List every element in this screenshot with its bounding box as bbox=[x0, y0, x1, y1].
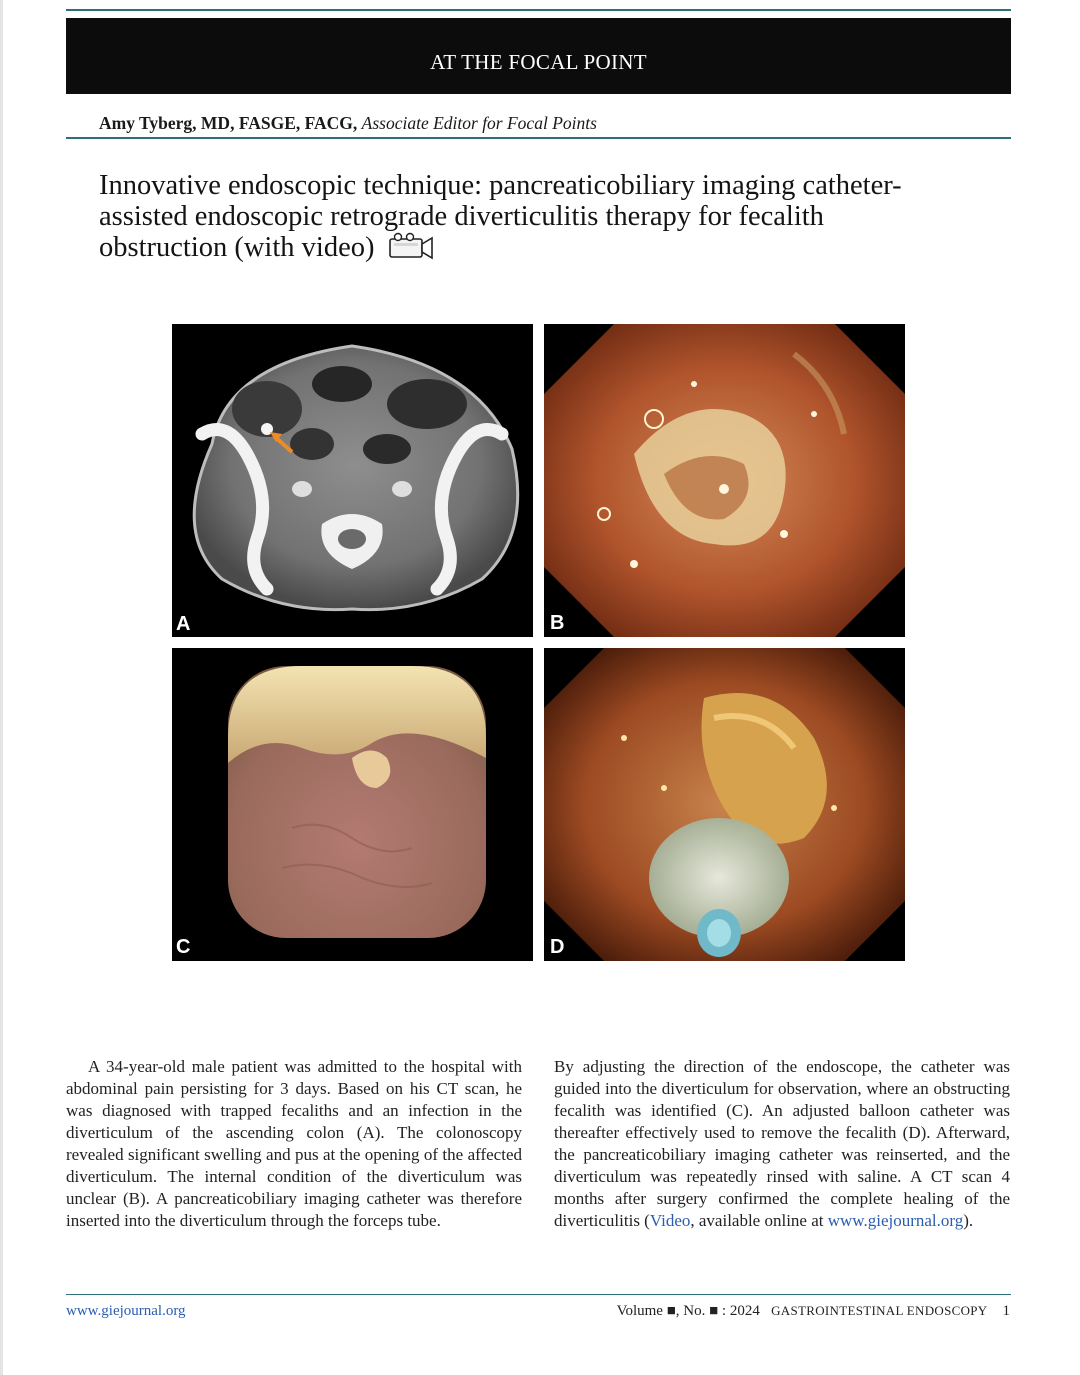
top-rule bbox=[66, 9, 1011, 11]
page-edge bbox=[0, 0, 3, 1375]
footer-citation bbox=[617, 1303, 1010, 1320]
paragraph-2-text: By adjusting the direction of the endoscope, the catheter was guided into the diverticulum for observation, where an obstructing fecalith was identified (C). An adjusted balloon catheter was thereafter effectively used to remove the fecalith (D). Afterward, the pancreaticobiliary imaging catheter was reinserted, and the diverticulum was repeatedly rinsed with saline. A CT scan 4 months after surgery confirmed the complete healing of the diverticulitis ( bbox=[554, 1057, 1010, 1230]
figure-panel-a bbox=[172, 324, 533, 637]
article-title bbox=[99, 170, 959, 267]
author-role: Associate Editor for Focal Points bbox=[361, 113, 597, 133]
paragraph-1: A 34-year-old male patient was admitted to the hospital with abdominal pain persisting for 3 days. Based on his CT scan, he was diagnosed with trapped fecaliths and an infection in the diverticulum of the ascending colon (A). The colonoscopy revealed significant swelling and pus at the opening of the affected diverticulum. The internal condition of the diverticulum was unclear (B). A pancreaticobiliary imaging catheter was therefore inserted into the diverticulum through the forceps tube. bbox=[66, 1057, 522, 1230]
footer-website-link[interactable]: www.giejournal.org bbox=[66, 1303, 186, 1319]
byline bbox=[99, 113, 597, 134]
paragraph-2-end: ). bbox=[963, 1211, 974, 1230]
byline-rule bbox=[66, 137, 1011, 139]
endoscopic-image-d bbox=[544, 648, 905, 961]
body-column-2 bbox=[554, 1056, 1010, 1232]
footer-rule bbox=[66, 1294, 1011, 1295]
figure-panel-d bbox=[544, 648, 905, 961]
panel-label-c: C bbox=[176, 936, 191, 958]
article-title-text: Innovative endoscopic technique: pancreaticobiliary imaging catheter-assisted endoscopic retrograde diverticulitis therapy for fecalith obstruction (with video) bbox=[99, 170, 902, 263]
section-label: AT THE FOCAL POINT bbox=[430, 49, 647, 74]
video-camera-icon[interactable] bbox=[388, 232, 434, 267]
endoscopic-image-b bbox=[544, 324, 905, 637]
catheter-image bbox=[172, 648, 533, 961]
journal-link[interactable]: www.giejournal.org bbox=[827, 1211, 964, 1230]
panel-label-b: B bbox=[550, 612, 565, 634]
figure-panel-c bbox=[172, 648, 533, 961]
footer-page-number: 1 bbox=[1002, 1303, 1010, 1319]
body-column-1 bbox=[66, 1056, 522, 1232]
video-link[interactable]: Video bbox=[649, 1211, 691, 1230]
footer-journal: GASTROINTESTINAL ENDOSCOPY bbox=[771, 1303, 988, 1318]
panel-label-d: D bbox=[550, 936, 565, 958]
section-header bbox=[66, 18, 1011, 94]
ct-scan-image bbox=[172, 324, 533, 637]
footer-volume: Volume ■, No. ■ : 2024 bbox=[616, 1303, 760, 1319]
paragraph-2-mid: , available online at bbox=[690, 1211, 828, 1230]
paragraph-2 bbox=[554, 1056, 1010, 1232]
figure-panel-b bbox=[544, 324, 905, 637]
author-name: Amy Tyberg, MD, FASGE, FACG, bbox=[99, 113, 358, 133]
panel-label-a: A bbox=[176, 613, 191, 635]
